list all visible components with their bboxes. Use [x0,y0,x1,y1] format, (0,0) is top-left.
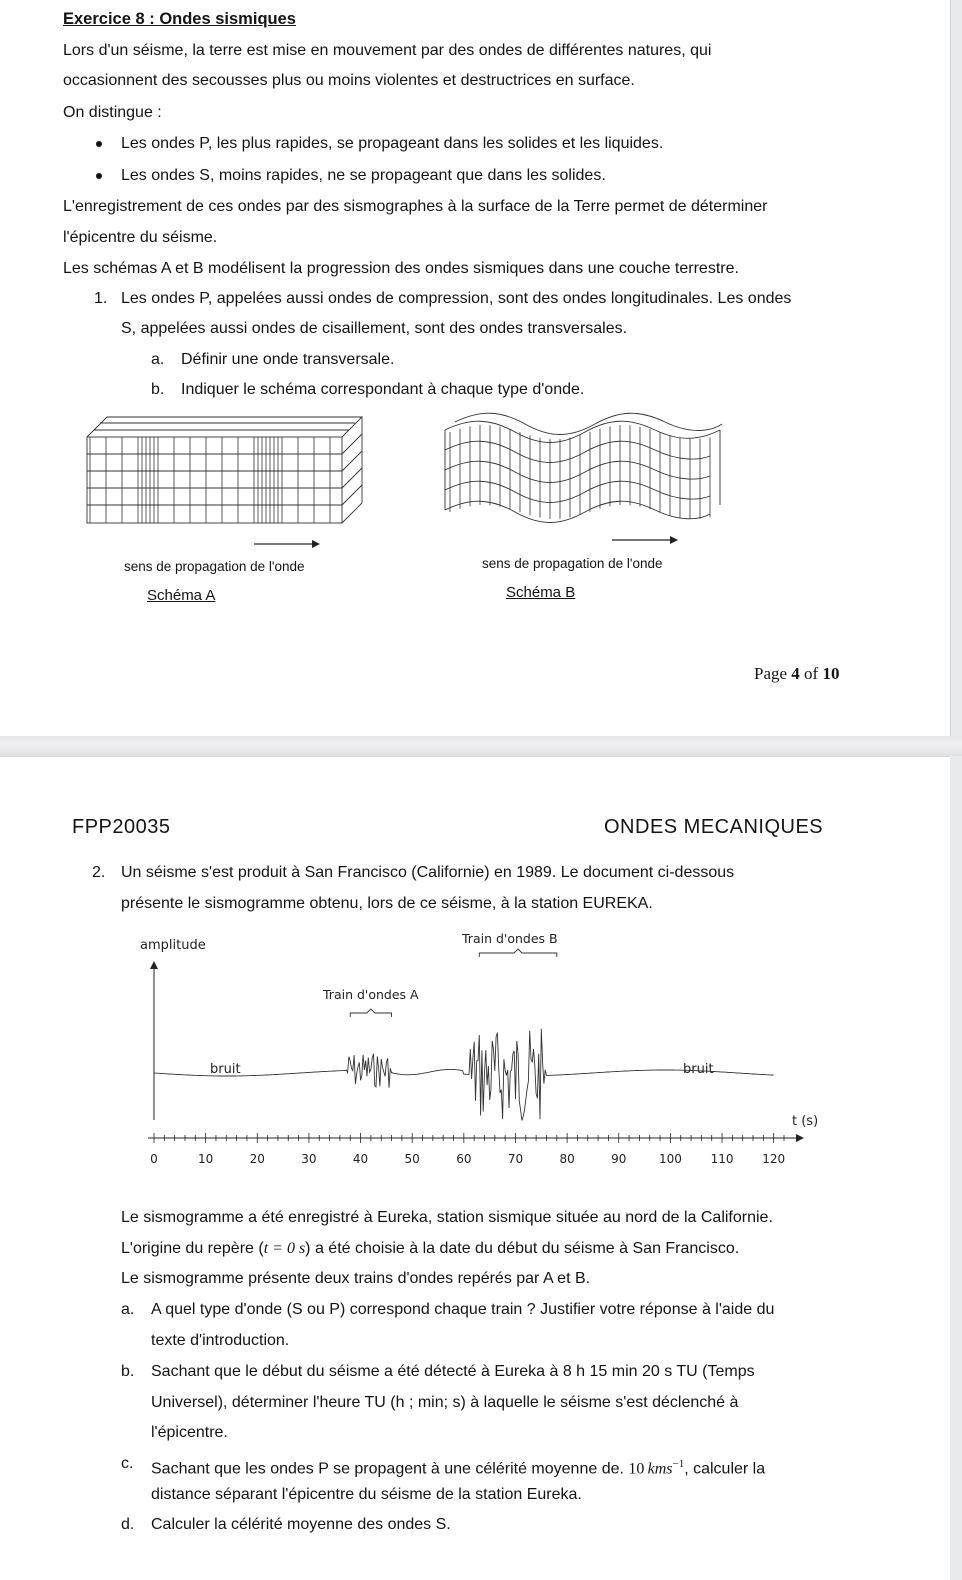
question-2a-line-2: texte d'introduction. [151,1332,290,1349]
seismogram-chart [120,925,820,1190]
seismogram-trace [154,1029,774,1121]
bullet-dot [96,173,102,179]
schema-b-figure [440,410,730,535]
page-4 [0,0,951,736]
question-1a: Définir une onde transversale. [181,351,395,368]
noise-right-label: bruit [683,1062,714,1077]
question-2c-line-1: Sachant que les ondes P se propagent à une célérité moyenne de. 10 kms$^{-1}$, calculer la [151,1458,766,1478]
x-tick-label: 80 [559,1152,575,1166]
x-tick-label: 110 [710,1152,734,1166]
x-tick-label: 10 [197,1152,214,1166]
question-2d: Calculer la célérité moyenne des ondes S. [151,1516,451,1533]
schema-b-caption: sens de propagation de l'onde [482,556,663,571]
paragraph-origin: L'origine du repère (t = 0 s) a été choisie à la date du début du séisme à San Francisco. [121,1240,740,1257]
x-axis-arrow [796,1134,804,1142]
x-tick-label: 60 [456,1152,472,1166]
bullet-s-waves: Les ondes S, moins rapides, ne se propageant que dans les solides. [121,167,606,184]
bullet-p-waves: Les ondes P, les plus rapides, se propageant dans les solides et les liquides. [121,135,664,152]
page-5 [0,756,950,1580]
x-tick-label: 90 [611,1152,627,1166]
train-b-label: Train d'ondes B [462,931,558,946]
x-tick-label: 0 [150,1152,158,1166]
page-separator [0,736,962,756]
x-tick-label: 120 [762,1152,786,1166]
question-2b-line-3: l'épicentre. [151,1424,228,1441]
intro-line-1: Lors d'un séisme, la terre est mise en mouvement par des ondes de différentes natures, qui [63,42,712,59]
question-1b-number: b. [151,381,165,398]
question-1b: Indiquer le schéma correspondant à chaque type d'onde. [181,381,585,398]
question-2d-number: d. [121,1516,135,1533]
header-subject: ONDES MECANIQUES [604,816,824,838]
question-2-line-2: présente le sismogramme obtenu, lors de ce séisme, à la station EUREKA. [121,895,653,912]
question-2-line-1: Un séisme s'est produit à San Francisco (Californie) en 1989. Le document ci-dessous [121,864,735,881]
question-2b-line-1: Sachant que le début du séisme a été détecté à Eureka à 8 h 15 min 20 s TU (Temps [151,1363,755,1380]
paragraph-eureka: Le sismogramme a été enregistré à Eureka, station sismique située au nord de la Californie. [121,1209,773,1226]
question-2b-number: b. [121,1363,135,1380]
y-axis-arrow [150,961,158,969]
question-2-number: 2. [92,864,106,881]
distingue-text: On distingue : [63,104,162,121]
enreg-line-2: l'épicentre du séisme. [63,229,218,246]
x-tick-label: 100 [658,1152,682,1166]
schema-a-arrow [254,538,324,550]
train-a-bracket [350,1009,391,1017]
enreg-line-1: L'enregistrement de ces ondes par des sismographes à la surface de la Terre permet de déterminer [63,198,768,215]
question-2c-line-2: distance séparant l'épicentre du séisme de la station Eureka. [151,1486,582,1503]
x-tick-label: 40 [352,1152,369,1166]
x-axis-label: t (s) [792,1114,819,1129]
schema-b-arrow [612,534,682,546]
header-code: FPP20035 [72,816,171,838]
schema-b-label: Schéma B [506,584,576,601]
x-tick-label: 20 [249,1152,265,1166]
schema-a-figure [82,412,372,542]
question-2c-number: c. [121,1455,134,1472]
train-a-label: Train d'ondes A [323,987,419,1002]
y-axis-label: amplitude [140,938,206,953]
question-1-number: 1. [94,290,108,307]
question-2a-number: a. [121,1301,135,1318]
bullet-dot [96,141,102,147]
schema-a-caption: sens de propagation de l'onde [124,559,305,574]
train-b-bracket [479,949,556,957]
noise-left-label: bruit [210,1062,241,1077]
x-tick-label: 50 [404,1152,420,1166]
question-1-line-2: S, appelées aussi ondes de cisaillement, sont des ondes transversales. [121,320,628,337]
question-2a-line-1: A quel type d'onde (S ou P) correspond chaque train ? Justifier votre réponse à l'aide du [151,1301,775,1318]
page-number: Page 4 of 10 [754,664,840,683]
schemas-intro: Les schémas A et B modélisent la progression des ondes sismiques dans une couche terrestre. [63,260,739,277]
exercise-title: Exercice 8 : Ondes sismiques [63,10,296,28]
x-tick-label: 70 [507,1152,524,1166]
schema-a-label: Schéma A [147,587,216,604]
intro-line-2: occasionnent des secousses plus ou moins violentes et destructrices en surface. [63,72,635,89]
question-1a-number: a. [151,351,165,368]
question-2b-line-2: Universel), déterminer l'heure TU (h ; min; s) à laquelle le séisme s'est déclenché à [151,1394,739,1411]
question-1-line-1: Les ondes P, appelées aussi ondes de compression, sont des ondes longitudinales. Les ondes [121,290,792,307]
paragraph-trains: Le sismogramme présente deux trains d'ondes repérés par A et B. [121,1270,591,1287]
x-tick-label: 30 [301,1152,317,1166]
